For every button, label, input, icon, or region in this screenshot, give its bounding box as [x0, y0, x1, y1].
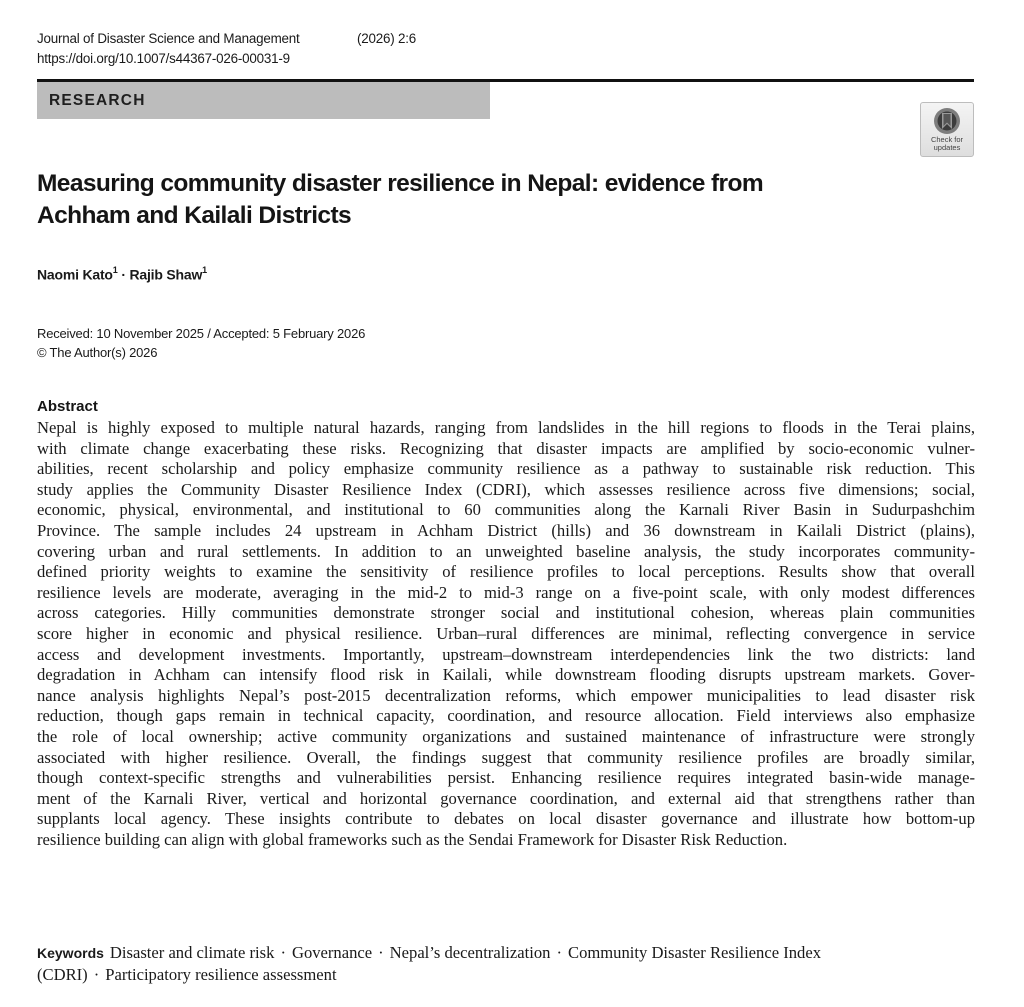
publication-dates: [37, 324, 365, 362]
keywords-label: Keywords: [37, 945, 104, 961]
author-separator: ·: [121, 266, 126, 283]
keyword-separator: ·: [556, 943, 562, 962]
abstract-line: Nepal is highly exposed to multiple natural hazards, ranging from landslides in the hill regions to floods in the Terai plains,: [37, 418, 975, 437]
abstract-line: defined priority weights to examine the sensitivity of resilience profiles to local perceptions. Results show that overall: [37, 562, 975, 582]
abstract-line: score higher in economic and physical resilience. Urban–rural differences are minimal, reflecting convergence in service: [37, 623, 975, 643]
author-name[interactable]: Rajib Shaw: [129, 266, 203, 283]
affiliation-marker: 1: [202, 265, 207, 275]
abstract-line: ment of the Karnali River, vertical and horizontal governance coordination, and external aid that strengthens rather than: [37, 788, 975, 808]
abstract-line: nance analysis highlights Nepal’s post-2015 decentralization reforms, which empower municipalities to lead disaster risk: [37, 685, 975, 705]
keyword: Community Disaster Resilience Index (CDRI): [37, 943, 822, 984]
abstract-line: associated with higher resilience. Overall, the findings suggest that community resilience profiles are broadly similar,: [37, 747, 975, 767]
abstract-line: resilience levels are moderate, averaging in the mid-2 to mid-3 range on a five-point scale, with only modest differences: [37, 582, 975, 602]
keyword: Disaster and climate risk: [109, 943, 275, 962]
abstract-line: across categories. Hilly communities demonstrate stronger social and institutional cohesion, whereas plain communities: [37, 603, 975, 623]
abstract-line: economic, physical, environmental, and institutional to 60 communities along the Karnali River Basin in Sudurpashchim: [37, 500, 975, 520]
keyword: Nepal’s decentralization: [389, 943, 551, 962]
abstract-body: [37, 418, 975, 850]
author-name[interactable]: Naomi Kato: [37, 266, 113, 283]
copyright-notice: © The Author(s) 2026: [37, 345, 158, 360]
abstract-line: resilience building can align with global frameworks such as the Sendai Framework for Disaster Risk Reduction.: [37, 829, 788, 849]
journal-name: Journal of Disaster Science and Management: [37, 31, 300, 46]
keywords-section: [37, 942, 975, 986]
keyword-separator: ·: [93, 965, 100, 984]
affiliation-marker: 1: [112, 265, 118, 275]
keyword: Participatory resilience assessment: [105, 965, 337, 984]
bookmark-circle-icon: [933, 107, 961, 135]
check-for-updates-button[interactable]: [920, 102, 974, 157]
keyword-separator: ·: [280, 943, 286, 962]
abstract-line: the role of local ownership; active community organizations and sustained maintenance of infrastructure were strongly: [37, 726, 975, 746]
abstract-line: supplants local agency. These insights contribute to debates on local disaster governance and illustrate how bottom-up: [37, 809, 975, 829]
keyword: Governance: [291, 943, 373, 962]
abstract-heading: Abstract: [37, 398, 98, 415]
abstract-line: abilities, recent scholarship and policy emphasize community resilience as a pathway to sustainable risk reduction. This: [37, 459, 975, 479]
abstract-line: reduction, though gaps remain in technical capacity, coordination, and resource allocation. Field interviews also emphasize: [37, 706, 975, 726]
doi-link[interactable]: https://doi.org/10.1007/s44367-026-00031-9: [37, 51, 290, 66]
received-accepted-dates: Received: 10 November 2025 / Accepted: 5 February 2026: [37, 326, 366, 341]
journal-header: [37, 29, 416, 69]
abstract-line: Province. The sample includes 24 upstream in Achham District (hills) and 36 downstream in Kailali District (plains),: [37, 520, 975, 540]
keyword-separator: ·: [378, 943, 384, 962]
article-type-banner: [37, 82, 490, 119]
abstract-line: though context-specific strengths and vulnerabilities persist. Enhancing resilience requires integrated basin-wide manage-: [37, 768, 975, 788]
article-title: Measuring community disaster resilience in Nepal: evidence from Achham and Kailali Districts: [37, 170, 764, 229]
abstract-line: access and development investments. Importantly, upstream–downstream interdependencies link the two districts: land: [37, 644, 975, 664]
article-type-label: RESEARCH: [49, 91, 146, 109]
abstract-line: with climate change exacerbating these risks. Recognizing that disaster impacts are amplified by socio-economic vulner-: [37, 438, 975, 458]
volume-issue: (2026) 2:6: [357, 31, 417, 46]
author-list: [37, 266, 207, 283]
abstract-line: degradation in Achham can intensify flood risk in Kailali, while downstream flooding disrupts upstream markets. Gover-: [37, 665, 975, 685]
check-for-updates-label: Check for updates: [930, 135, 964, 152]
abstract-line: covering urban and rural settlements. In addition to an unweighted baseline analysis, the study incorporates community-: [37, 541, 975, 561]
abstract-line: study applies the Community Disaster Resilience Index (CDRI), which assesses resilience across five dimensions; social,: [37, 479, 975, 499]
